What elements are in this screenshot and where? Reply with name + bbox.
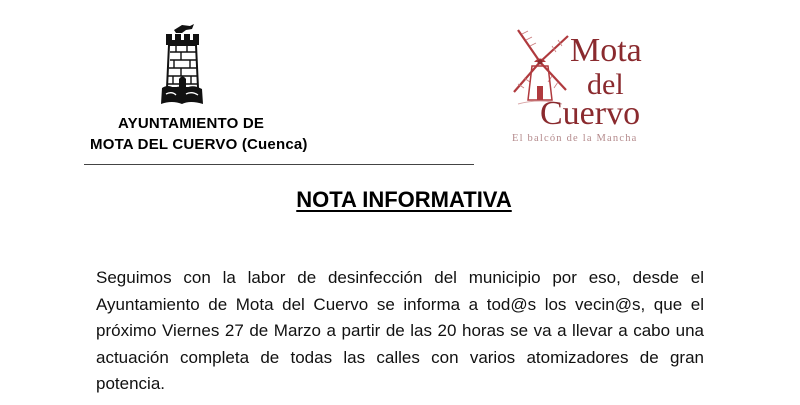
brand-wordmark-mota: Mota (570, 32, 642, 69)
brand-tagline: El balcón de la Mancha (512, 133, 638, 144)
organization-name-line2: MOTA DEL CUERVO (Cuenca) (90, 136, 308, 153)
brand-wordmark-del: del (587, 68, 624, 101)
notice-body-paragraph: Seguimos con la labor de desinfección del municipio por eso, desde el Ayuntamiento de Mota del Cuervo se informa a tod@s los vecin@s, que el próximo Viernes 27 de Marzo a partir de las 20 horas se va a llevar a cabo una actuación completa de todas las calles con varios atomizadores de gran potencia. (96, 268, 704, 393)
brand-wordmark-cuervo: Cuervo (540, 95, 641, 132)
header-divider (84, 164, 474, 165)
document-title: NOTA INFORMATIVA (296, 187, 512, 212)
municipal-crest-logo (160, 22, 204, 106)
organization-name-line1: AYUNTAMIENTO DE (118, 115, 265, 132)
